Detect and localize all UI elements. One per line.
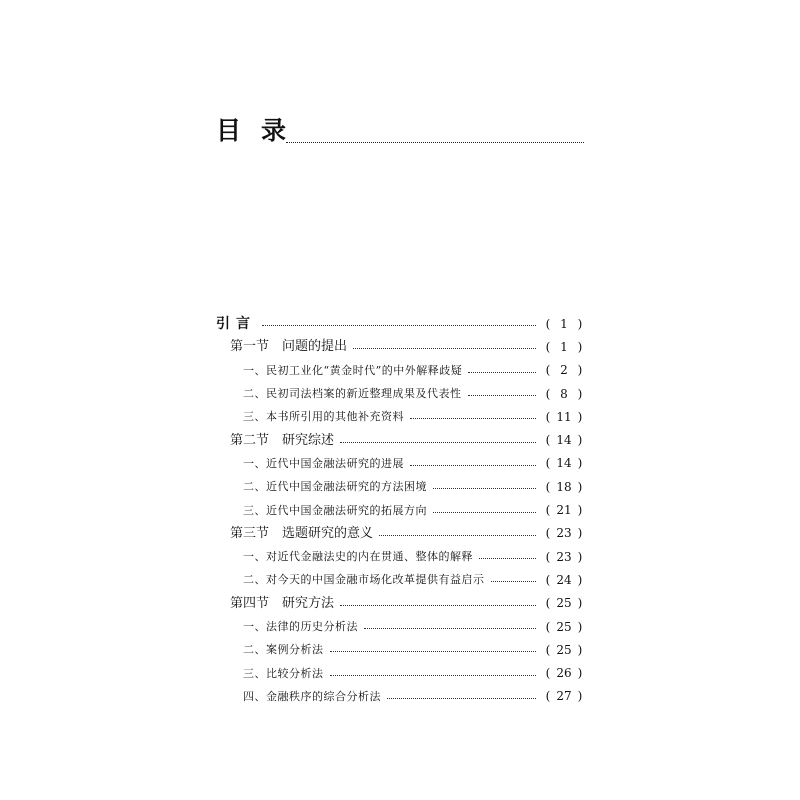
toc-entry-label: 一、近代中国金融法研究的进展 [243,456,404,470]
close-paren: ) [577,479,583,494]
toc-entry-label: 第二节 研究综述 [230,432,335,448]
toc-section-row[interactable] [216,428,584,451]
close-paren: ) [577,549,583,564]
page-number-value: 25 [556,619,572,634]
toc-dot-leader [410,465,536,466]
open-paren: ( [545,363,551,378]
toc-page-number [544,363,584,377]
toc-page-number [544,317,584,331]
toc-subsection-row[interactable] [216,661,584,684]
page-number-value: 27 [556,689,572,704]
open-paren: ( [545,339,551,354]
page-number-value: 2 [560,363,568,378]
toc-dot-leader [262,325,536,326]
toc-page-number [544,480,584,494]
page-number-value: 23 [556,549,572,564]
toc-subsection-row[interactable] [216,545,584,568]
open-paren: ( [545,666,551,681]
toc-dot-leader [468,395,537,396]
toc-dot-leader [387,698,536,699]
toc-page-number [544,456,584,470]
toc-entry-label: 第四节 研究方法 [230,595,335,611]
page-number-value: 25 [556,596,572,611]
toc-dot-leader [340,442,536,443]
toc-dot-leader [491,581,537,582]
page-number-value: 14 [556,433,572,448]
toc-page-number [544,387,584,401]
toc-subsection-row[interactable] [216,452,584,475]
close-paren: ) [577,316,583,331]
toc-page-number [544,550,584,564]
open-paren: ( [545,549,551,564]
toc-page-number [544,666,584,680]
close-paren: ) [577,666,583,681]
page-number-value: 23 [556,526,572,541]
open-paren: ( [545,642,551,657]
toc-entry-label: 引言 [216,315,256,332]
close-paren: ) [577,339,583,354]
open-paren: ( [545,526,551,541]
toc-subsection-row[interactable] [216,405,584,428]
toc-entry-label: 一、法律的历史分析法 [243,620,358,633]
page-number-value: 1 [560,316,568,331]
toc-subsection-row[interactable] [216,475,584,498]
toc-page-number [544,620,584,634]
toc-page-number [544,689,584,703]
toc-page-number [544,503,584,517]
page-number-value: 8 [560,386,568,401]
table-of-contents [216,312,584,708]
toc-page-number [544,596,584,610]
close-paren: ) [577,526,583,541]
open-paren: ( [545,596,551,611]
toc-entry-label: 一、民初工业化“黄金时代”的中外解释歧疑 [243,363,463,377]
toc-dot-leader [468,372,536,373]
toc-entry-label: 二、民初司法档案的新近整理成果及代表性 [243,387,462,401]
toc-section-row[interactable] [216,592,584,615]
close-paren: ) [577,619,583,634]
toc-dot-leader [433,512,536,513]
toc-page-number [544,573,584,587]
toc-section-row[interactable] [216,335,584,358]
toc-subsection-row[interactable] [216,638,584,661]
toc-dot-leader [353,348,536,349]
open-paren: ( [545,433,551,448]
open-paren: ( [545,689,551,704]
page-number-value: 14 [556,456,572,471]
toc-entry-label: 三、近代中国金融法研究的拓展方向 [243,503,427,517]
toc-page-number [544,433,584,447]
toc-dot-leader [410,418,536,419]
close-paren: ) [577,689,583,704]
close-paren: ) [577,596,583,611]
open-paren: ( [545,572,551,587]
toc-entry-label: 第一节 问题的提出 [230,339,348,355]
close-paren: ) [577,503,583,518]
toc-subsection-row[interactable] [216,615,584,638]
page-number-value: 26 [556,666,572,681]
page-title-block [216,116,584,150]
toc-section-row[interactable] [216,522,584,545]
page-number-value: 25 [556,642,572,657]
open-paren: ( [545,619,551,634]
toc-dot-leader [340,605,536,606]
page-title: 目录 [216,116,307,145]
open-paren: ( [545,456,551,471]
toc-subsection-row[interactable] [216,382,584,405]
toc-entry-label: 一、对近代金融法史的内在贯通、整体的解释 [243,550,473,564]
toc-dot-leader [379,535,536,536]
close-paren: ) [577,433,583,448]
close-paren: ) [577,409,583,424]
page-number-value: 24 [556,572,572,587]
close-paren: ) [577,572,583,587]
open-paren: ( [545,503,551,518]
toc-entry-label: 第三节 选题研究的意义 [230,525,374,541]
toc-subsection-row[interactable] [216,498,584,521]
toc-dot-leader [479,558,536,559]
open-paren: ( [545,386,551,401]
toc-dot-leader [433,488,536,489]
toc-dot-leader [330,675,537,676]
close-paren: ) [577,363,583,378]
toc-entry-label: 四、金融秩序的综合分析法 [243,689,381,703]
toc-page-number [544,526,584,540]
toc-entry-label: 三、比较分析法 [243,666,324,680]
toc-dot-leader [364,628,536,629]
page-number-value: 11 [556,409,572,424]
page-number-value: 21 [556,503,572,518]
toc-subsection-row[interactable] [216,685,584,708]
page-number-value: 1 [560,339,568,354]
close-paren: ) [577,386,583,401]
close-paren: ) [577,642,583,657]
toc-dot-leader [330,651,537,652]
toc-entry-label: 二、近代中国金融法研究的方法困境 [243,480,427,494]
open-paren: ( [545,479,551,494]
toc-subsection-row[interactable] [216,568,584,591]
toc-subsection-row[interactable] [216,359,584,382]
toc-entry-label: 二、对今天的中国金融市场化改革提供有益启示 [243,573,485,587]
title-dotted-rule [286,142,584,143]
toc-entry-label: 三、本书所引用的其他补充资料 [243,410,404,424]
toc-chapter-row[interactable] [216,312,584,335]
toc-page-number [544,410,584,424]
open-paren: ( [545,316,551,331]
close-paren: ) [577,456,583,471]
toc-entry-label: 二、案例分析法 [243,643,324,657]
toc-page-number [544,340,584,354]
toc-page-number [544,643,584,657]
page-number-value: 18 [556,479,572,494]
open-paren: ( [545,409,551,424]
